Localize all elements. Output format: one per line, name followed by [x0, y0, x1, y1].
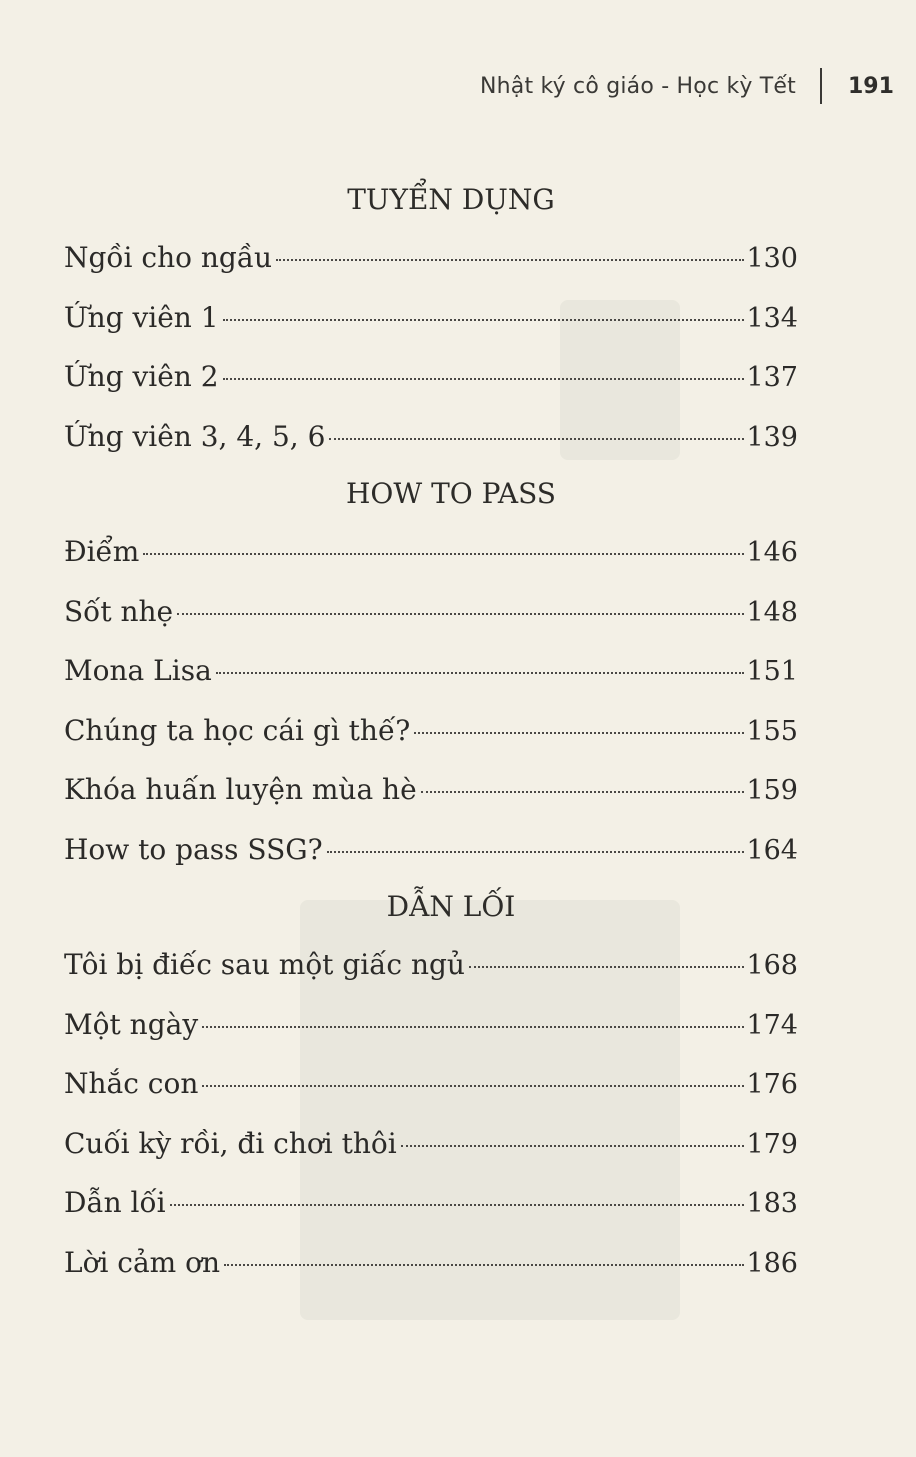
dot-leader	[224, 1263, 744, 1266]
dot-leader	[177, 612, 744, 615]
dot-leader	[202, 1084, 744, 1087]
entry-title: Ứng viên 1	[64, 300, 219, 334]
toc-entry[interactable]	[64, 1054, 798, 1114]
running-header	[480, 66, 892, 106]
toc-entry[interactable]	[64, 641, 798, 701]
entry-title: Tôi bị điếc sau một giấc ngủ	[64, 948, 465, 981]
entry-title: Ứng viên 2	[64, 360, 219, 393]
entry-title: Nhắc con	[64, 1067, 199, 1100]
entry-title: Một ngày	[64, 1007, 199, 1041]
book-title: Nhật ký cô giáo - Học kỳ Tết	[479, 73, 796, 99]
section-heading: DẪN LỐI	[386, 890, 516, 923]
entry-page: 146	[746, 537, 798, 568]
dot-leader	[421, 790, 745, 793]
dot-leader	[469, 965, 745, 968]
entry-title: Ứng viên 3, 4, 5, 6	[64, 419, 326, 453]
dot-leader	[223, 377, 745, 380]
toc-entry[interactable]	[64, 820, 798, 880]
toc-entry[interactable]	[64, 935, 798, 995]
entry-page: 137	[746, 362, 798, 393]
entry-page: 179	[746, 1128, 798, 1160]
entry-title: Điểm	[64, 535, 140, 568]
entry-page: 148	[746, 596, 798, 628]
entry-title: Ngồi cho ngầu	[64, 241, 273, 274]
toc-entry[interactable]	[64, 522, 798, 582]
entry-title: Dẫn lối	[64, 1186, 166, 1219]
entry-page: 183	[746, 1188, 798, 1219]
entry-page: 130	[746, 243, 798, 274]
entry-page: 174	[746, 1009, 798, 1041]
entry-page: 139	[746, 421, 798, 453]
entry-page: 164	[746, 834, 798, 866]
entry-title: Chúng ta học cái gì thế?	[64, 713, 411, 747]
toc-entry[interactable]	[64, 228, 798, 288]
table-of-contents	[64, 172, 798, 1292]
toc-entry[interactable]	[64, 347, 798, 407]
entry-page: 186	[746, 1247, 798, 1279]
toc-entry[interactable]	[64, 288, 798, 348]
entry-title: Sốt nhẹ	[64, 594, 174, 628]
toc-entry[interactable]	[64, 995, 798, 1055]
toc-entry[interactable]	[64, 1173, 798, 1233]
entry-title: Mona Lisa	[64, 654, 212, 687]
toc-entry[interactable]	[64, 1114, 798, 1174]
section-heading: HOW TO PASS	[346, 477, 556, 510]
toc-entry[interactable]	[64, 760, 798, 820]
toc-entry[interactable]	[64, 701, 798, 761]
dot-leader	[216, 671, 745, 674]
entry-title: Lời cảm ơn	[64, 1245, 221, 1279]
dot-leader	[327, 850, 745, 853]
page-number: 191	[848, 73, 894, 99]
toc-entry[interactable]	[64, 582, 798, 642]
entry-title: Cuối kỳ rồi, đi chơi thôi	[64, 1126, 397, 1160]
dot-leader	[401, 1144, 745, 1147]
entry-page: 168	[746, 950, 798, 981]
entry-page: 159	[746, 775, 798, 806]
entry-title: Khóa huấn luyện mùa hè	[64, 773, 417, 806]
entry-page: 151	[746, 656, 798, 687]
dot-leader	[276, 258, 744, 261]
entry-page: 155	[746, 715, 798, 747]
dot-leader	[223, 318, 745, 321]
dot-leader	[329, 437, 744, 440]
toc-entry[interactable]	[64, 407, 798, 467]
header-divider	[820, 68, 822, 104]
entry-page: 134	[746, 302, 798, 334]
dot-leader	[202, 1025, 744, 1028]
entry-page: 176	[746, 1069, 798, 1100]
toc-entry[interactable]	[64, 1233, 798, 1293]
section-heading: TUYỂN DỤNG	[347, 183, 555, 216]
dot-leader	[414, 731, 744, 734]
dot-leader	[143, 552, 744, 555]
entry-title: How to pass SSG?	[64, 832, 323, 866]
dot-leader	[170, 1203, 745, 1206]
